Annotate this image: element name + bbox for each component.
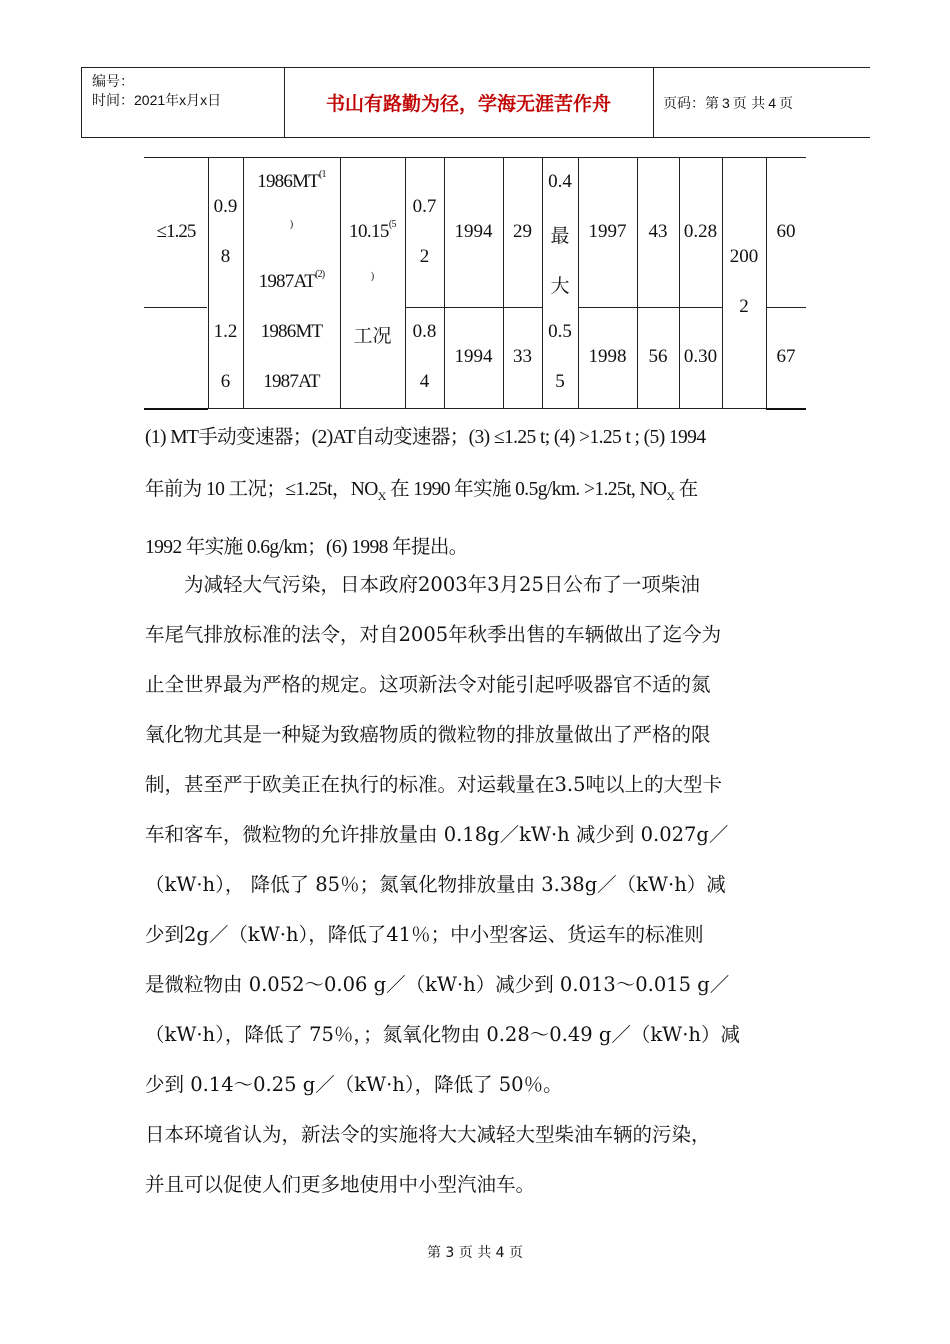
note-line bbox=[145, 464, 807, 522]
emissions-table bbox=[144, 157, 806, 411]
table-cell: 0.7 bbox=[412, 196, 437, 217]
page-prefix: 页码：第 bbox=[663, 95, 719, 112]
table-cell: 6 bbox=[220, 371, 231, 392]
page-total: 4 bbox=[768, 94, 777, 111]
header-number-label: 编号： bbox=[92, 73, 134, 89]
table-cell-year: 2 bbox=[739, 296, 749, 317]
body-paragraph bbox=[145, 560, 807, 1110]
header-meta bbox=[92, 72, 221, 110]
paragraph-line: 为减轻大气污染，日本政府2003年3月25日公布了一项柴油 bbox=[184, 573, 700, 596]
note-text: 年前为 10 工况；≤1.25t，NO bbox=[145, 479, 378, 500]
paragraph-line: 制，甚至严于欧美正在执行的标准。对运载量在3.5吨以上的大型卡 bbox=[145, 773, 723, 796]
table-cell: 5 bbox=[555, 371, 565, 392]
paragraph-line: 氧化物尤其是一种疑为致癌物质的微粒物的排放量做出了严格的限 bbox=[145, 723, 711, 746]
paragraph-line: 并且可以促使人们更多地使用中小型汽油车。 bbox=[145, 1173, 536, 1196]
paragraph-line: 少到 0.14～0.25 g／（kW·h），降低了 50％。 bbox=[145, 1073, 563, 1096]
table-cell: 33 bbox=[513, 346, 532, 367]
table-cell: 60 bbox=[776, 221, 796, 242]
table-col bbox=[340, 157, 341, 409]
table-cell: 0.9 bbox=[213, 196, 238, 217]
table-rule bbox=[766, 307, 806, 308]
table-cell-model bbox=[243, 171, 340, 193]
paragraph-line: （kW·h）， 降低了 85％；氮氧化物排放量由 3.38g／（kW·h）减 bbox=[145, 873, 726, 896]
mode-value: 10.15 bbox=[349, 221, 389, 242]
paragraph-line: 是微粒物由 0.052～0.06 g／（kW·h）减少到 0.013～0.015 g／ bbox=[145, 973, 730, 996]
mode-value: 工况 bbox=[353, 326, 392, 347]
table-cell-weight: ≤1.25 bbox=[156, 221, 196, 242]
table-rule bbox=[208, 408, 766, 409]
table-rule bbox=[144, 307, 207, 308]
paragraph-line: 车尾气排放标准的法令，对自2005年秋季出售的车辆做出了迄今为 bbox=[145, 623, 722, 646]
table-col bbox=[679, 157, 680, 409]
table-bottom-rule bbox=[766, 408, 806, 410]
page-current: 3 bbox=[722, 94, 730, 111]
table-cell: 0.28 bbox=[683, 221, 718, 242]
note-line: 1992 年实施 0.6g/km；(6) 1998 年提出。 bbox=[145, 536, 468, 558]
model-mt: 1986MT bbox=[260, 321, 323, 342]
table-col bbox=[444, 157, 445, 409]
table-cell-model bbox=[243, 271, 340, 293]
table-bottom-rule bbox=[144, 408, 208, 410]
table-col bbox=[503, 157, 504, 409]
header-motto: 书山有路勤为径，学海无涯苦作舟 bbox=[325, 93, 611, 115]
paragraph-line: 日本环境省认为，新法令的实施将大大减轻大型柴油车辆的污染， bbox=[145, 1123, 711, 1146]
table-cell: 43 bbox=[648, 221, 668, 242]
footnote-ref: ) bbox=[370, 271, 375, 282]
page-middle: 页 共 bbox=[732, 95, 766, 112]
table-cell-year: 1994 bbox=[454, 221, 493, 242]
paragraph-line: 车和客车，微粒物的允许排放量由 0.18g／kW·h 减少到 0.027g／ bbox=[145, 823, 729, 846]
footnote-ref: (5 bbox=[388, 219, 396, 230]
header-divider bbox=[653, 68, 654, 137]
table-cell: 最 bbox=[550, 226, 570, 247]
header-divider bbox=[81, 68, 82, 137]
note-text: 在 1990 年实施 0.5g/km. >1.25t, NO bbox=[385, 479, 667, 500]
model-at: 1987AT bbox=[263, 371, 320, 392]
table-cell: 4 bbox=[419, 371, 430, 392]
footnote-ref: (2) bbox=[315, 269, 325, 280]
table-rule bbox=[578, 307, 722, 308]
paragraph-line: （kW·h），降低了 75％，；氮氧化物由 0.28～0.49 g／（kW·h）减 bbox=[145, 1023, 740, 1046]
footnote-ref: (1 bbox=[318, 169, 326, 180]
table-cell-year: 1998 bbox=[588, 346, 627, 367]
paragraph-line: 止全世界最为严格的规定。这项新法令对能引起呼吸器官不适的氮 bbox=[145, 673, 711, 696]
note-subscript: X bbox=[666, 488, 675, 503]
table-cell: 0.5 bbox=[548, 321, 572, 342]
header-time-label: 时间：2021年x月x日 bbox=[92, 92, 222, 108]
table-cell: 67 bbox=[776, 346, 796, 367]
table-col bbox=[637, 157, 638, 409]
table-cell: 大 bbox=[550, 276, 570, 297]
header-page-indicator bbox=[663, 68, 793, 137]
page-suffix: 页 bbox=[779, 95, 794, 112]
table-notes bbox=[145, 412, 807, 574]
table-cell: 2 bbox=[419, 246, 430, 267]
footnote-ref: ) bbox=[289, 219, 294, 230]
table-col bbox=[578, 157, 579, 409]
table-cell: 1.2 bbox=[213, 321, 238, 342]
note-text: 在 bbox=[674, 479, 698, 500]
table-cell: 29 bbox=[513, 221, 532, 242]
table-cell: 8 bbox=[220, 246, 231, 267]
note-line: (1) MT手动变速器；(2)AT自动变速器；(3) ≤1.25 t; (4) >1.25 t ; (5) 1994 bbox=[145, 427, 706, 448]
table-cell: 0.4 bbox=[548, 171, 572, 192]
paragraph-line: 少到2g／（kW·h），降低了41％；中小型客运、货运车的标准则 bbox=[145, 923, 704, 946]
table-cell-year: 1994 bbox=[454, 346, 493, 367]
table-cell-mode bbox=[340, 221, 405, 243]
table-col bbox=[766, 157, 767, 409]
model-at: 1987AT bbox=[258, 271, 316, 292]
page-header bbox=[81, 67, 870, 138]
model-mt: 1986MT bbox=[257, 171, 319, 192]
page-footer: 第 3 页 共 4 页 bbox=[426, 1245, 524, 1261]
table-cell-year: 200 bbox=[729, 246, 759, 267]
table-cell: 56 bbox=[648, 346, 668, 367]
note-subscript: X bbox=[377, 488, 386, 503]
table-cell: 0.30 bbox=[683, 346, 718, 367]
table-cell-year: 1997 bbox=[588, 221, 627, 242]
table-col bbox=[722, 157, 723, 409]
table-rule bbox=[405, 307, 542, 308]
body-paragraph bbox=[145, 1110, 807, 1210]
table-cell: 0.8 bbox=[412, 321, 437, 342]
